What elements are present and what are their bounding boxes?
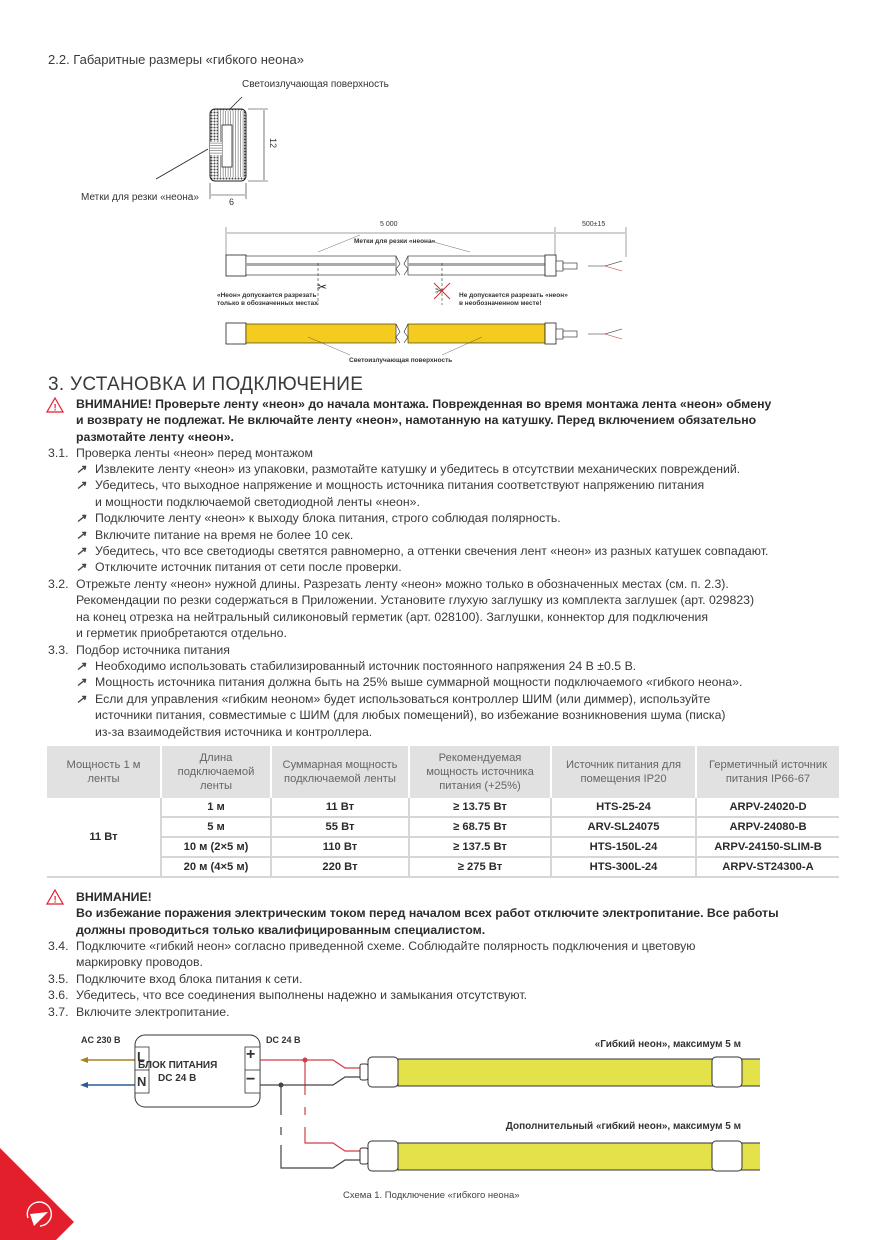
terminal-plus: + [246,1046,256,1063]
table-cell: 20 м (4×5 м) [161,857,271,877]
strip-length-dimension: 5 000 [380,221,398,228]
warning-2-line-1: Во избежание поражения электрическим током перед началом всех работ отключите электропитание. Все работы [76,906,779,921]
arrow-bullet-icon: ↗ [76,462,87,476]
table-cell: 1 м [161,798,271,817]
warning-line-2: и возврату не подлежат. Не включайте ленту «неон», намотанную на катушку. Перед включением обязательно [76,413,757,428]
table-cell: 110 Вт [271,837,409,857]
arrow-bullet-icon: ↗ [76,544,87,558]
table-cell: ≥ 13.75 Вт [409,798,551,817]
warning-line-1: ВНИМАНИЕ! Проверьте ленту «неон» до начала монтажа. Поврежденная во время монтажа лента «неон» обмену [76,397,772,411]
warning-2-line-2: должны проводиться только квалифицированным специалистом. [76,922,486,937]
table-cell: ARPV-24150-SLIM-B [696,837,839,857]
terminal-l: L [137,1049,145,1064]
dc-voltage-label: DC 24 В [266,1035,301,1045]
table-cell: HTS-25-24 [551,798,696,817]
strip-marks-label: Метки для резки «неона» [354,238,436,245]
allowed-cut-line-1: «Неон» допускается разрезать [217,292,317,299]
table-cell: ARPV-ST24300-A [696,857,839,877]
forbidden-cut-note [459,292,568,308]
psu-label-line-2: DC 24 В [158,1073,197,1084]
profile-height-dimension: 12 [268,137,279,149]
warning-2-title: ВНИМАНИЕ! [76,890,152,904]
table-cell: 10 м (2×5 м) [161,837,271,857]
allowed-cut-note [217,292,318,308]
power-supply-table [47,746,839,878]
table-row [47,817,839,837]
section-3-2-line: на конец отрезка на нейтральный силиконовый герметик (арт. 028100). Заглушки, коннектор для подключения [76,609,709,624]
neon-1-label: «Гибкий неон», максимум 5 м [594,1039,741,1050]
table-cell: 5 м [161,817,271,837]
svg-text:!: ! [53,894,57,905]
table-cell: 220 Вт [271,857,409,877]
table-cell: 11 Вт [271,798,409,817]
arrow-bullet-icon: ↗ [76,478,87,493]
table-header: Рекомендуемая мощность источника питания (+25%) [409,746,551,798]
section-3-2-line: и герметик приобретаются отдельно. [76,626,287,641]
section-3-2 [48,576,848,646]
arrow-bullet-icon: ↗ [76,691,87,706]
marks-leader-line [156,149,208,179]
strip-surface-label: Светоизлучающая поверхность [349,357,453,364]
arrow-bullet-icon: ↗ [76,560,87,575]
section-3-1-number: 3.1. [48,446,69,460]
allowed-cut-line-2: только в обозначенных местах [217,300,318,307]
table-cell: 55 Вт [271,817,409,837]
section-3-3-title: Подбор источника питания [76,643,230,657]
cable-length-dimension: 500±15 [582,221,606,228]
steps-list: 3.4. Подключите «гибкий неон» согласно приведенной схеме. Соблюдайте полярность подключения и цветовую маркировку проводов. 3.5. Подключите вход блока питания к сети. 3.6. Убедитесь, что все соединения выполнены надежно и замыкания отсутствуют. 3.7. Включите электропитание. [48,939,696,1019]
psu-label [138,1059,258,1085]
warning-icon [46,397,64,413]
brand-corner [0,1148,80,1240]
scissors-allowed-icon: ✂ [317,280,328,294]
wire-plus [260,1060,360,1068]
table-header: Длина подключаемой ленты [161,746,271,798]
psu-label-line-1: БЛОК ПИТАНИЯ [138,1060,218,1071]
terminal-n: N [137,1074,147,1089]
svg-text:!: ! [53,402,57,413]
arrow-bullet-icon: ↗ [76,659,87,673]
warning-text [76,396,771,445]
section-3-3-number: 3.3. [48,643,69,657]
table-cell: ≥ 275 Вт [409,857,551,877]
table-row [47,798,839,817]
surface-leader-line [230,97,242,109]
section-3-heading: 3. УСТАНОВКА И ПОДКЛЮЧЕНИЕ [48,374,364,395]
wire-minus [260,1077,360,1085]
warning-icon [46,889,64,905]
table-row [47,837,839,857]
neon-strip-2 [360,1141,760,1171]
section-3-2-line: Отрежьте ленту «неон» нужной длины. Разрезать ленту «неон» можно только в обозначенных местах (см. п. 2.3). [76,577,729,591]
profile-surface-label: Светоизлучающая поверхность [242,79,389,90]
forbidden-cut-line-1: Не допускается разрезать «неон» [459,292,568,299]
terminal-minus: − [246,1071,256,1088]
scheme-caption: Схема 1. Подключение «гибкого неона» [343,1190,520,1201]
table-header: Мощность 1 м ленты [47,746,161,798]
table-cell: HTS-300L-24 [551,857,696,877]
section-3-2-number: 3.2. [48,577,69,591]
table-row [47,857,839,877]
neon-2-label: Дополнительный «гибкий неон», максимум 5 м [505,1121,741,1132]
table-cell: ARPV-24080-B [696,817,839,837]
neon-strip-1 [360,1057,760,1087]
section-3-2-line: Рекомендации по резки содержаться в Приложении. Установите глухую заглушку из комплекта заглушек (арт. 029823) [76,593,755,608]
arrow-bullet-icon: ↗ [76,675,87,690]
table-header: Герметичный источник питания IP66-67 [696,746,839,798]
power-per-meter-cell: 11 Вт [47,798,161,877]
arrow-bullet-icon: ↗ [76,527,87,542]
warning-line-3: размотайте ленту «неон». [76,429,234,444]
section-3-3-list: ↗ Необходимо использовать стабилизированный источник постоянного напряжения 24 В ±0.5 В. ↗ Мощность источника питания должна быть на 25% выше суммарной мощности подключаемого «гибкого неона». ↗ Если для управления «гибким неоном» будет использоваться контроллер ШИМ (или диммер), используйте источники питания, совместимые с ШИМ (для любых помещений), во избежание возникновения шума (писка) из-за взаимодействия источника и контроллера. [76,659,743,739]
table-cell: ARPV-24020-D [696,798,839,817]
table-cell: ≥ 68.75 Вт [409,817,551,837]
section-3-1-list: ↗ Извлеките ленту «неон» из упаковки, размотайте катушку и убедитесь в отсутствии механических повреждений. ↗ Убедитесь, что выходное напряжение и мощность источника питания соответствуют напряжению питания и мощности подключаемой светодиодной ленты «неон». ↗ Подключите ленту «неон» к выходу блока питания, строго соблюдая полярность. ↗ Включите питание на время не более 10 сек. ↗ Убедитесь, что все светодиоды светятся равномерно, а оттенки свечения лент «неон» из разных катушек совпадают. ↗ Отключите источник питания от сети после проверки. [76,462,769,575]
table-cell: HTS-150L-24 [551,837,696,857]
table-header-row [47,746,839,798]
section-3-1-title: Проверка ленты «неон» перед монтажом [76,446,313,460]
profile-width-dimension: 6 [229,197,235,207]
section-2-2-heading: 2.2. Габаритные размеры «гибкого неона» [48,52,304,67]
warning-2-text [76,889,779,938]
table-header: Источник питания для помещения IP20 [551,746,696,798]
strip-lit [226,323,622,344]
ac-voltage-label: AC 230 В [81,1035,121,1045]
table-header: Суммарная мощность подключаемой ленты [271,746,409,798]
profile-marks-label: Метки для резки «неона» [81,192,199,203]
table-cell: ≥ 137.5 Вт [409,837,551,857]
arrow-bullet-icon: ↗ [76,511,87,526]
scissors-forbidden-icon: ✂ [435,284,446,298]
strip-outline [226,255,622,276]
forbidden-cut-line-2: в необозначенном месте! [459,300,542,307]
table-cell: ARV-SL24075 [551,817,696,837]
